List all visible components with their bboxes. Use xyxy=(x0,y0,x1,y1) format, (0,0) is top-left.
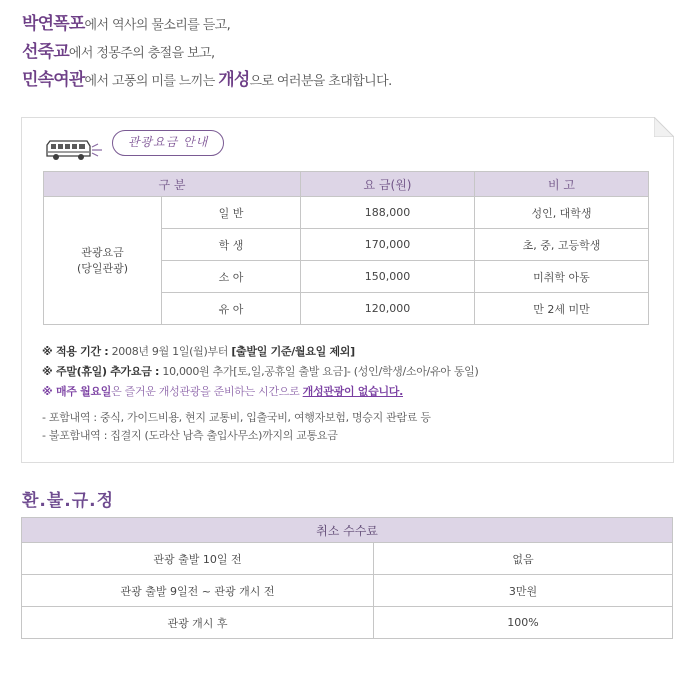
timing-cell: 관광 출발 9일전 ~ 관광 개시 전 xyxy=(22,575,374,607)
timing-cell: 관광 출발 10일 전 xyxy=(22,543,374,575)
group-sublabel: (당일관광) xyxy=(76,261,129,275)
price-cell: 188,000 xyxy=(301,197,475,229)
refund-title: 환.불.규.정 xyxy=(22,491,115,511)
note-mark: ※ xyxy=(42,345,56,358)
note-text: 10,000원 추가[토,일,공휴일 출발 요금]- (성인/학생/소아/유아 동일) xyxy=(159,365,479,378)
intro-line-3 xyxy=(22,68,392,92)
fare-table xyxy=(43,171,649,325)
note-mark: ※ xyxy=(42,365,56,378)
timing-cell: 관광 개시 후 xyxy=(22,607,374,639)
intro-text-span: 에서 역사의 물소리를 듣고, xyxy=(84,18,231,33)
table-row xyxy=(44,197,649,229)
intro-text xyxy=(22,12,392,96)
notes xyxy=(42,343,478,445)
intro-text-span: 으로 여러분을 초대합니다. xyxy=(249,74,392,89)
intro-emphasis: 개성 xyxy=(218,70,250,90)
intro-emphasis: 민속여관 xyxy=(22,70,85,90)
refund-table xyxy=(21,517,673,639)
note-cell: 초, 중, 고등학생 xyxy=(475,229,649,261)
note-underline: 개성관광이 없습니다. xyxy=(302,385,403,398)
inclusions xyxy=(42,409,478,445)
table-row xyxy=(22,575,673,607)
table-row xyxy=(22,607,673,639)
intro-text-span: 에서 정몽주의 충절을 보고, xyxy=(68,46,215,61)
fee-cell: 3만원 xyxy=(374,575,673,607)
type-cell: 소 아 xyxy=(162,261,301,293)
group-label: 관광요금 xyxy=(81,245,124,259)
fee-cell: 100% xyxy=(374,607,673,639)
note-label: 적용 기간 : xyxy=(55,345,109,358)
table-row xyxy=(22,543,673,575)
column-header: 요 금(원) xyxy=(301,172,475,197)
note-monday xyxy=(42,383,478,403)
table-header-row xyxy=(22,518,673,543)
price-cell: 150,000 xyxy=(301,261,475,293)
note-period xyxy=(42,343,478,363)
note-text: 2008년 9월 1일(월)부터 xyxy=(108,345,232,358)
bus-icon xyxy=(46,138,104,164)
type-cell: 유 아 xyxy=(162,293,301,325)
note-excluded: - 불포함내역 : 집결지 (도라산 남측 출입사무소)까지의 교통요금 xyxy=(42,429,338,442)
note-bold: [출발일 기준/월요일 제외] xyxy=(231,345,355,358)
intro-emphasis: 박연폭포 xyxy=(22,14,85,34)
folded-corner-icon xyxy=(654,117,674,137)
price-cell: 120,000 xyxy=(301,293,475,325)
table-header-row xyxy=(44,172,649,197)
note-cell: 미취학 아동 xyxy=(475,261,649,293)
intro-text-span: 에서 고풍의 미를 느끼는 xyxy=(84,74,219,89)
column-header: 취소 수수료 xyxy=(22,518,673,543)
note-bold: 매주 월요일 xyxy=(55,385,112,398)
note-mark: ※ xyxy=(42,385,56,398)
note-weekend-surcharge xyxy=(42,363,478,383)
fare-banner: 관광요금 안내 xyxy=(112,130,224,156)
group-cell xyxy=(44,197,162,325)
type-cell: 학 생 xyxy=(162,229,301,261)
column-header: 비 고 xyxy=(475,172,649,197)
note-cell: 만 2세 미만 xyxy=(475,293,649,325)
fee-cell: 없음 xyxy=(374,543,673,575)
intro-line-2 xyxy=(22,40,392,64)
intro-line-1 xyxy=(22,12,392,36)
note-included: - 포함내역 : 중식, 가이드비용, 현지 교통비, 입출국비, 여행자보험, 명승지 관람료 등 xyxy=(42,411,431,424)
note-text: 은 즐거운 개성관광을 준비하는 시간으로 xyxy=(111,385,303,398)
note-cell: 성인, 대학생 xyxy=(475,197,649,229)
fare-info-box xyxy=(21,117,674,463)
price-cell: 170,000 xyxy=(301,229,475,261)
note-label: 주말(휴일) 추가요금 : xyxy=(55,365,160,378)
column-header: 구 분 xyxy=(44,172,301,197)
intro-emphasis: 선죽교 xyxy=(22,42,69,62)
type-cell: 일 반 xyxy=(162,197,301,229)
